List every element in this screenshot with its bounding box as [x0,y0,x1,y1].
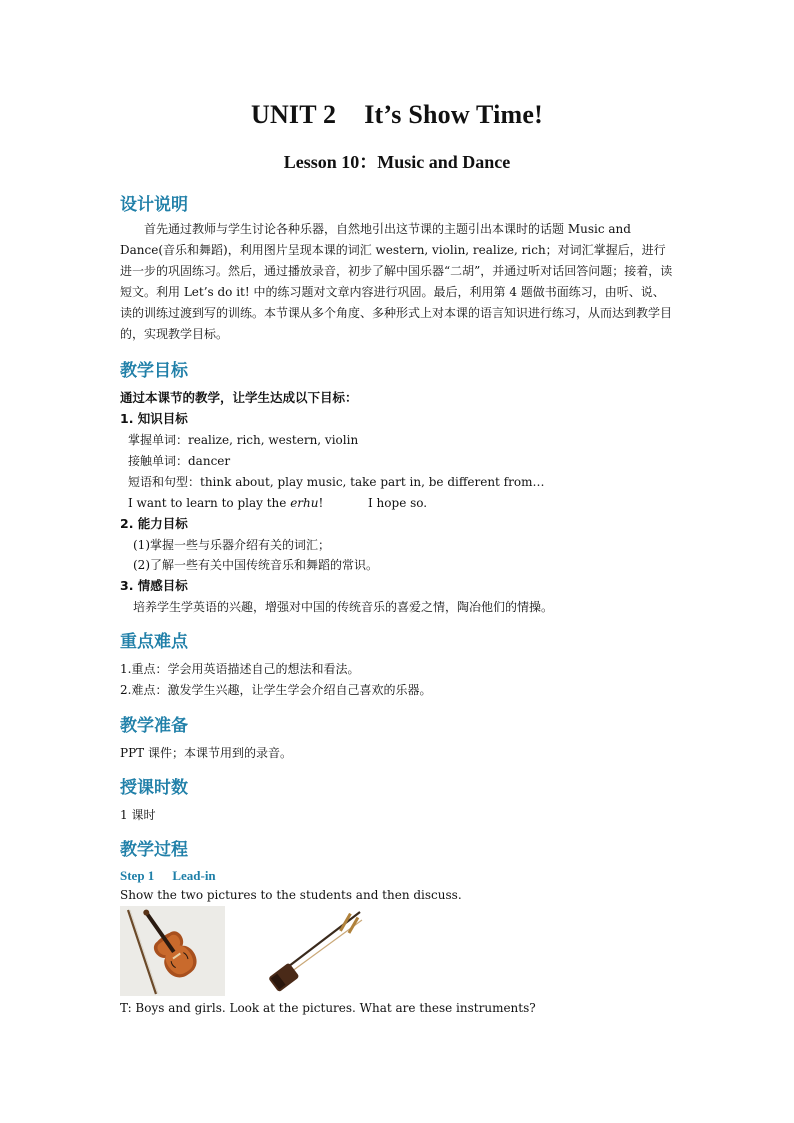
contact-words: 接触单词：dancer [128,454,231,468]
goals-intro: 通过本课节的教学，让学生达成以下目标： [120,390,358,405]
step-1-heading: Step 1 Lead-in [120,868,216,883]
emotion-label: 3. 情感目标 [120,578,188,593]
erhu-icon [262,906,368,996]
master-words: 掌握单词：realize, rich, western, violin [128,433,359,447]
prep-body: PPT 课件；本课节用到的录音。 [120,746,292,760]
unit-name: It’s Show Time! [364,100,544,129]
design-heading: 设计说明 [120,195,188,215]
emotion-body: 培养学生学英语的兴趣，增强对中国的传统音乐的喜爱之情，陶冶他们的情操。 [133,600,554,614]
teacher-line: T: Boys and girls. Look at the pictures. What are these instruments? [120,1001,536,1015]
sentence-b: I hope so. [368,496,428,510]
hours-body: 1 课时 [120,808,156,822]
page-title [0,100,794,130]
ability-item-1: (1)掌握一些与乐器介绍有关的词汇； [133,538,330,552]
phrases-line: 短语和句型：think about, play music, take part in, be different from… [128,475,545,489]
unit-label: UNIT 2 [250,100,337,129]
keypoint-2: 2.难点：激发学生兴趣，让学生学会介绍自己喜欢的乐器。 [120,683,432,697]
prep-heading: 教学准备 [120,716,188,736]
lesson-subtitle: Lesson 10：Music and Dance [283,152,511,172]
violin-icon [120,906,225,996]
erhu-image [262,906,368,996]
keypoints-heading: 重点难点 [120,632,188,652]
keypoint-1: 1.重点：学会用英语描述自己的想法和看法。 [120,662,360,676]
sentence-a: I want to learn to play the erhu! [128,496,324,510]
hours-heading: 授课时数 [120,778,188,798]
design-body: 首先通过教师与学生讨论各种乐器，自然地引出这节课的主题引出本课时的话题 Music and Dance(音乐和舞蹈)，利用图片呈现本课的词汇 western, violin, realize, rich；对词汇掌握后，进行进一步的巩固练习。然后，通过播放录音，初步了解中国乐器“二胡”，并通过听对话回答问题；接着，读短文。利用 Let’s do it! 中的练习题对文章内容进行巩固。最后，利用第 4 题做书面练习，由听、说、读的训练过渡到写的训练。本节课从多个角度、多种形式上对本课的语言知识进行练习，从而达到教学目的，实现教学目标。 [120,222,673,341]
process-heading: 教学过程 [120,840,188,860]
goals-heading: 教学目标 [120,361,188,381]
violin-image [120,906,225,996]
ability-label: 2. 能力目标 [120,516,188,531]
knowledge-label: 1. 知识目标 [120,411,188,426]
ability-item-2: (2)了解一些有关中国传统音乐和舞蹈的常识。 [133,558,378,572]
step-instruction: Show the two pictures to the students and then discuss. [120,888,462,902]
